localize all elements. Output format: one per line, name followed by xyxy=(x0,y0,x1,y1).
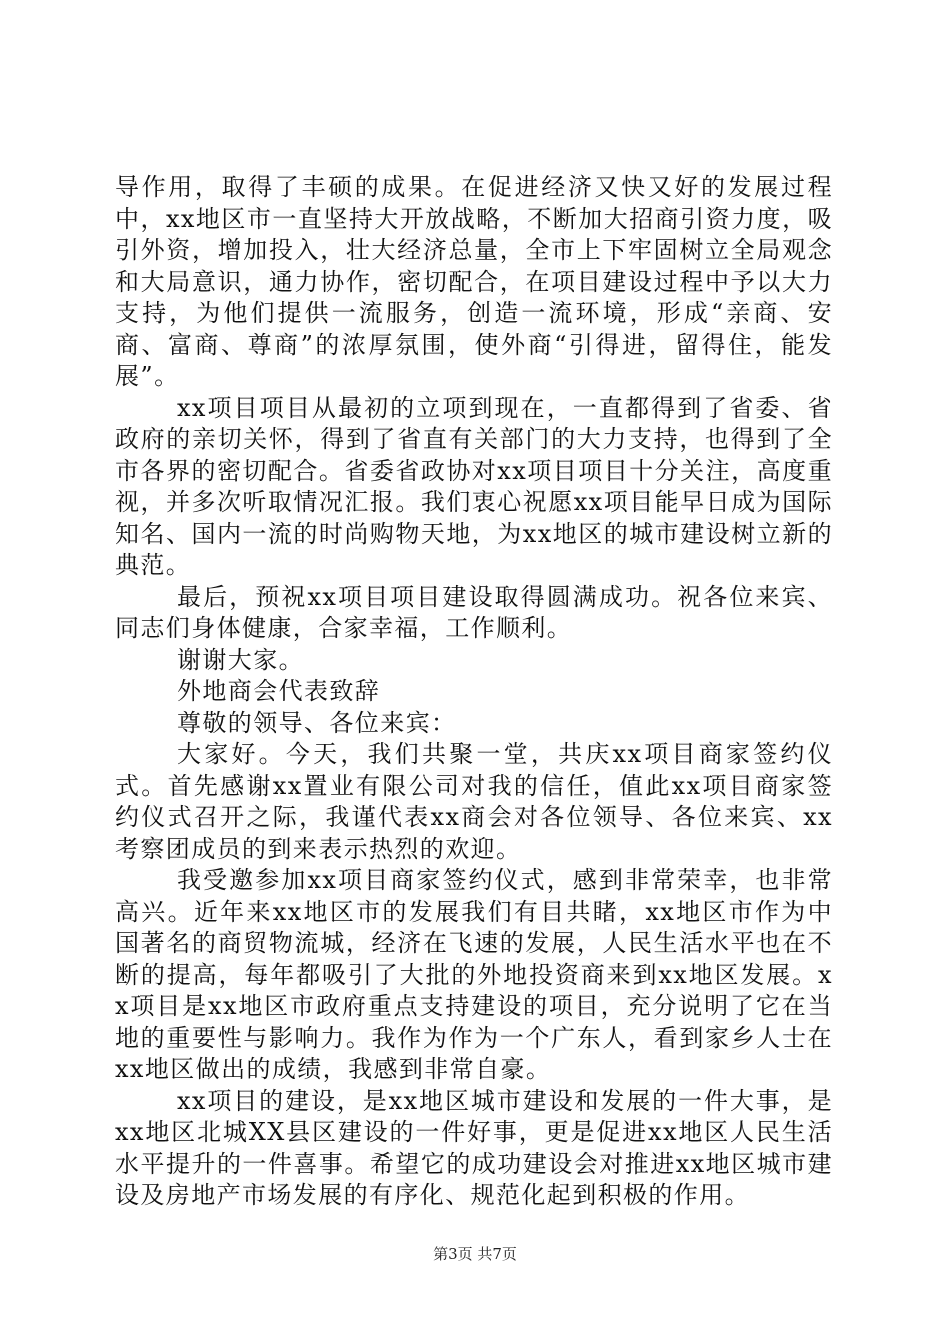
paragraph-greeting: 大家好。今天，我们共聚一堂，共庆xx项目商家签约仪式。首先感谢xx置业有限公司对我的信任，值此xx项目商家签约仪式召开之际，我谨代表xx商会对各位领导、各位来宾、xx考察团成员的到来表示热烈的欢迎。 xyxy=(115,740,833,863)
salutation: 尊敬的领导、各位来宾： xyxy=(177,708,457,737)
document-body xyxy=(115,172,833,1212)
paragraph-project-significance: xx项目的建设，是xx地区城市建设和发展的一件大事，是xx地区北城XX县区建设的一件好事，更是促进xx地区人民生活水平提升的一件喜事。希望它的成功建设会对推进xx地区城市建设及房地产市场发展的有序化、规范化起到积极的作用。 xyxy=(115,1086,833,1209)
page-number: 第3页 共7页 xyxy=(433,1245,517,1263)
section-heading: 外地商会代表致辞 xyxy=(177,677,381,705)
paragraph-thanks: 谢谢大家。 xyxy=(177,645,304,674)
paragraph-continuation: 导作用，取得了丰硕的成果。在促进经济又快又好的发展过程中，xx地区市一直坚持大开放战略，不断加大招商引资力度，吸引外资，增加投入，壮大经济总量，全市上下牢固树立全局观念和大局意识，通力协作，密切配合，在项目建设过程中予以大力支持，为他们提供一流服务，创造一流环境，形成“亲商、安商、富商、尊商”的浓厚氛围，使外商“引得进，留得住，能发展”。 xyxy=(115,173,833,390)
paragraph-project-support: xx项目项目从最初的立项到现在，一直都得到了省委、省政府的亲切关怀，得到了省直有关部门的大力支持，也得到了全市各界的密切配合。省委省政协对xx项目项目十分关注，高度重视，并多次听取情况汇报。我们衷心祝愿xx项目能早日成为国际知名、国内一流的时尚购物天地，为xx地区的城市建设树立新的典范。 xyxy=(115,393,833,579)
paragraph-closing-wishes: 最后，预祝xx项目项目建设取得圆满成功。祝各位来宾、同志们身体健康，合家幸福，工作顺利。 xyxy=(115,582,833,642)
paragraph-honored: 我受邀参加xx项目商家签约仪式，感到非常荣幸，也非常高兴。近年来xx地区市的发展我们有目共睹，xx地区市作为中国著名的商贸物流城，经济在飞速的发展，人民生活水平也在不断的提高，每年都吸引了大批的外地投资商来到xx地区发展。xx项目是xx地区市政府重点支持建设的项目，充分说明了它在当地的重要性与影响力。我作为作为一个广东人，看到家乡人士在xx地区做出的成绩，我感到非常自豪。 xyxy=(115,866,833,1083)
